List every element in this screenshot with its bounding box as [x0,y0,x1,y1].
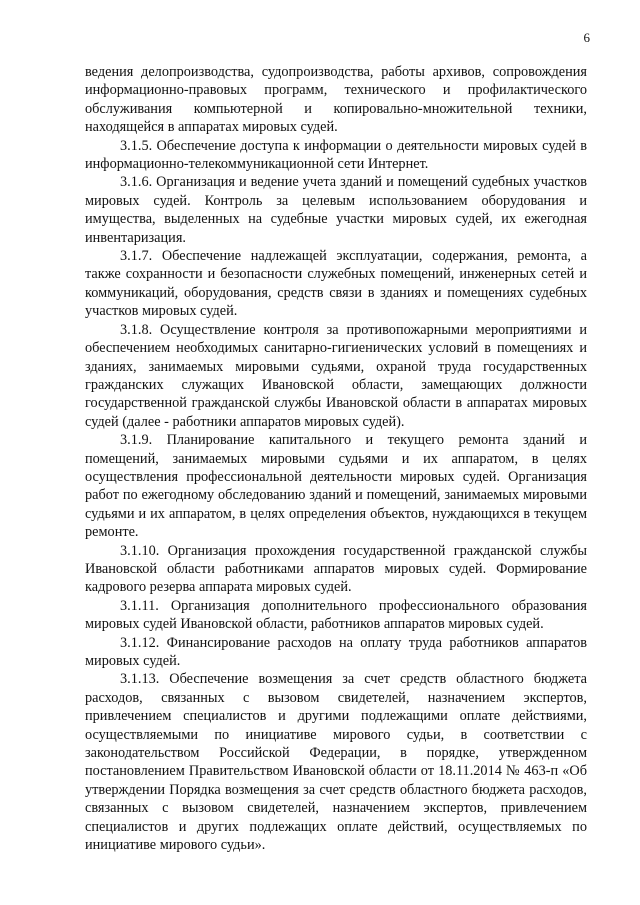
paragraph-3-1-12: 3.1.12. Финансирование расходов на оплату труда работников аппаратов мировых судей. [85,634,587,669]
paragraph-3-1-5: 3.1.5. Обеспечение доступа к информации о деятельности мировых судей в информационно-телекоммуникационной сети Интернет. [85,137,587,173]
paragraph-continuation: ведения делопроизводства, судопроизводства, работы архивов, сопровождения информационно-правовых программ, технического и профилактического обслуживания компьютерной и копировально-множительной техники, находящейся в аппаратах мировых судей. [85,64,587,136]
paragraph-3-1-7: 3.1.7. Обеспечение надлежащей эксплуатации, содержания, ремонта, а также сохранности и безопасности служебных помещений, инженерных сетей и коммуникаций, оборудования, средств связи в зданиях и помещениях судебных участков мировых судей. [85,248,587,320]
paragraph-3-1-13: 3.1.13. Обеспечение возмещения за счет средств областного бюджета расходов, связанных с вызовом свидетелей, назначением экспертов, привлечением специалистов и другими подлежащими оплате действиями, осуществляемыми по инициативе мирового судьи, в соответствии с законодательством Российской Федерации, в порядке, утвержденном постановлением Правительством Ивановской области от 18.11.2014 № 463-п «Об утверждении Порядка возмещения за счет средств областного бюджета расходов, связанных с вызовом свидетелей, назначением экспертов, привлечением специалистов и других подлежащих оплате действий, осуществляемых по инициативе мирового судьи». [85,671,587,854]
paragraph-3-1-10: 3.1.10. Организация прохождения государственной гражданской службы Ивановской области работниками аппаратов мировых судей. Формирование кадрового резерва аппарата мировых судей. [85,542,587,596]
paragraph-3-1-9: 3.1.9. Планирование капитального и текущего ремонта зданий и помещений, занимаемых мировыми судьями и их аппаратом, в целях осуществления профессиональной деятельности мировых судей. Организация работ по ежегодному обследованию зданий и помещений, занимаемых мировыми судьями и их аппаратом, в целях определения объектов, нуждающихся в текущем ремонте. [85,432,587,541]
paragraph-3-1-8: 3.1.8. Осуществление контроля за противопожарными мероприятиями и обеспечением необходимых санитарно-гигиенических условий в помещениях и зданиях, занимаемых мировыми судьями, охраной труда государственных гражданских служащих Ивановской области, замещающих должности государственной гражданской службы Ивановской области в аппаратах мировых судей (далее - работники аппаратов мировых судей). [85,321,587,430]
paragraph-3-1-11: 3.1.11. Организация дополнительного профессионального образования мировых судей Ивановской области, работников аппаратов мировых судей. [85,597,587,633]
paragraph-3-1-6: 3.1.6. Организация и ведение учета зданий и помещений судебных участков мировых судей. Контроль за целевым использованием оборудования и имущества, выделенных на судебные участки мировых судей, их ежегодная инвентаризация. [85,174,587,246]
document-body [85,63,587,854]
page-number: 6 [583,30,590,45]
